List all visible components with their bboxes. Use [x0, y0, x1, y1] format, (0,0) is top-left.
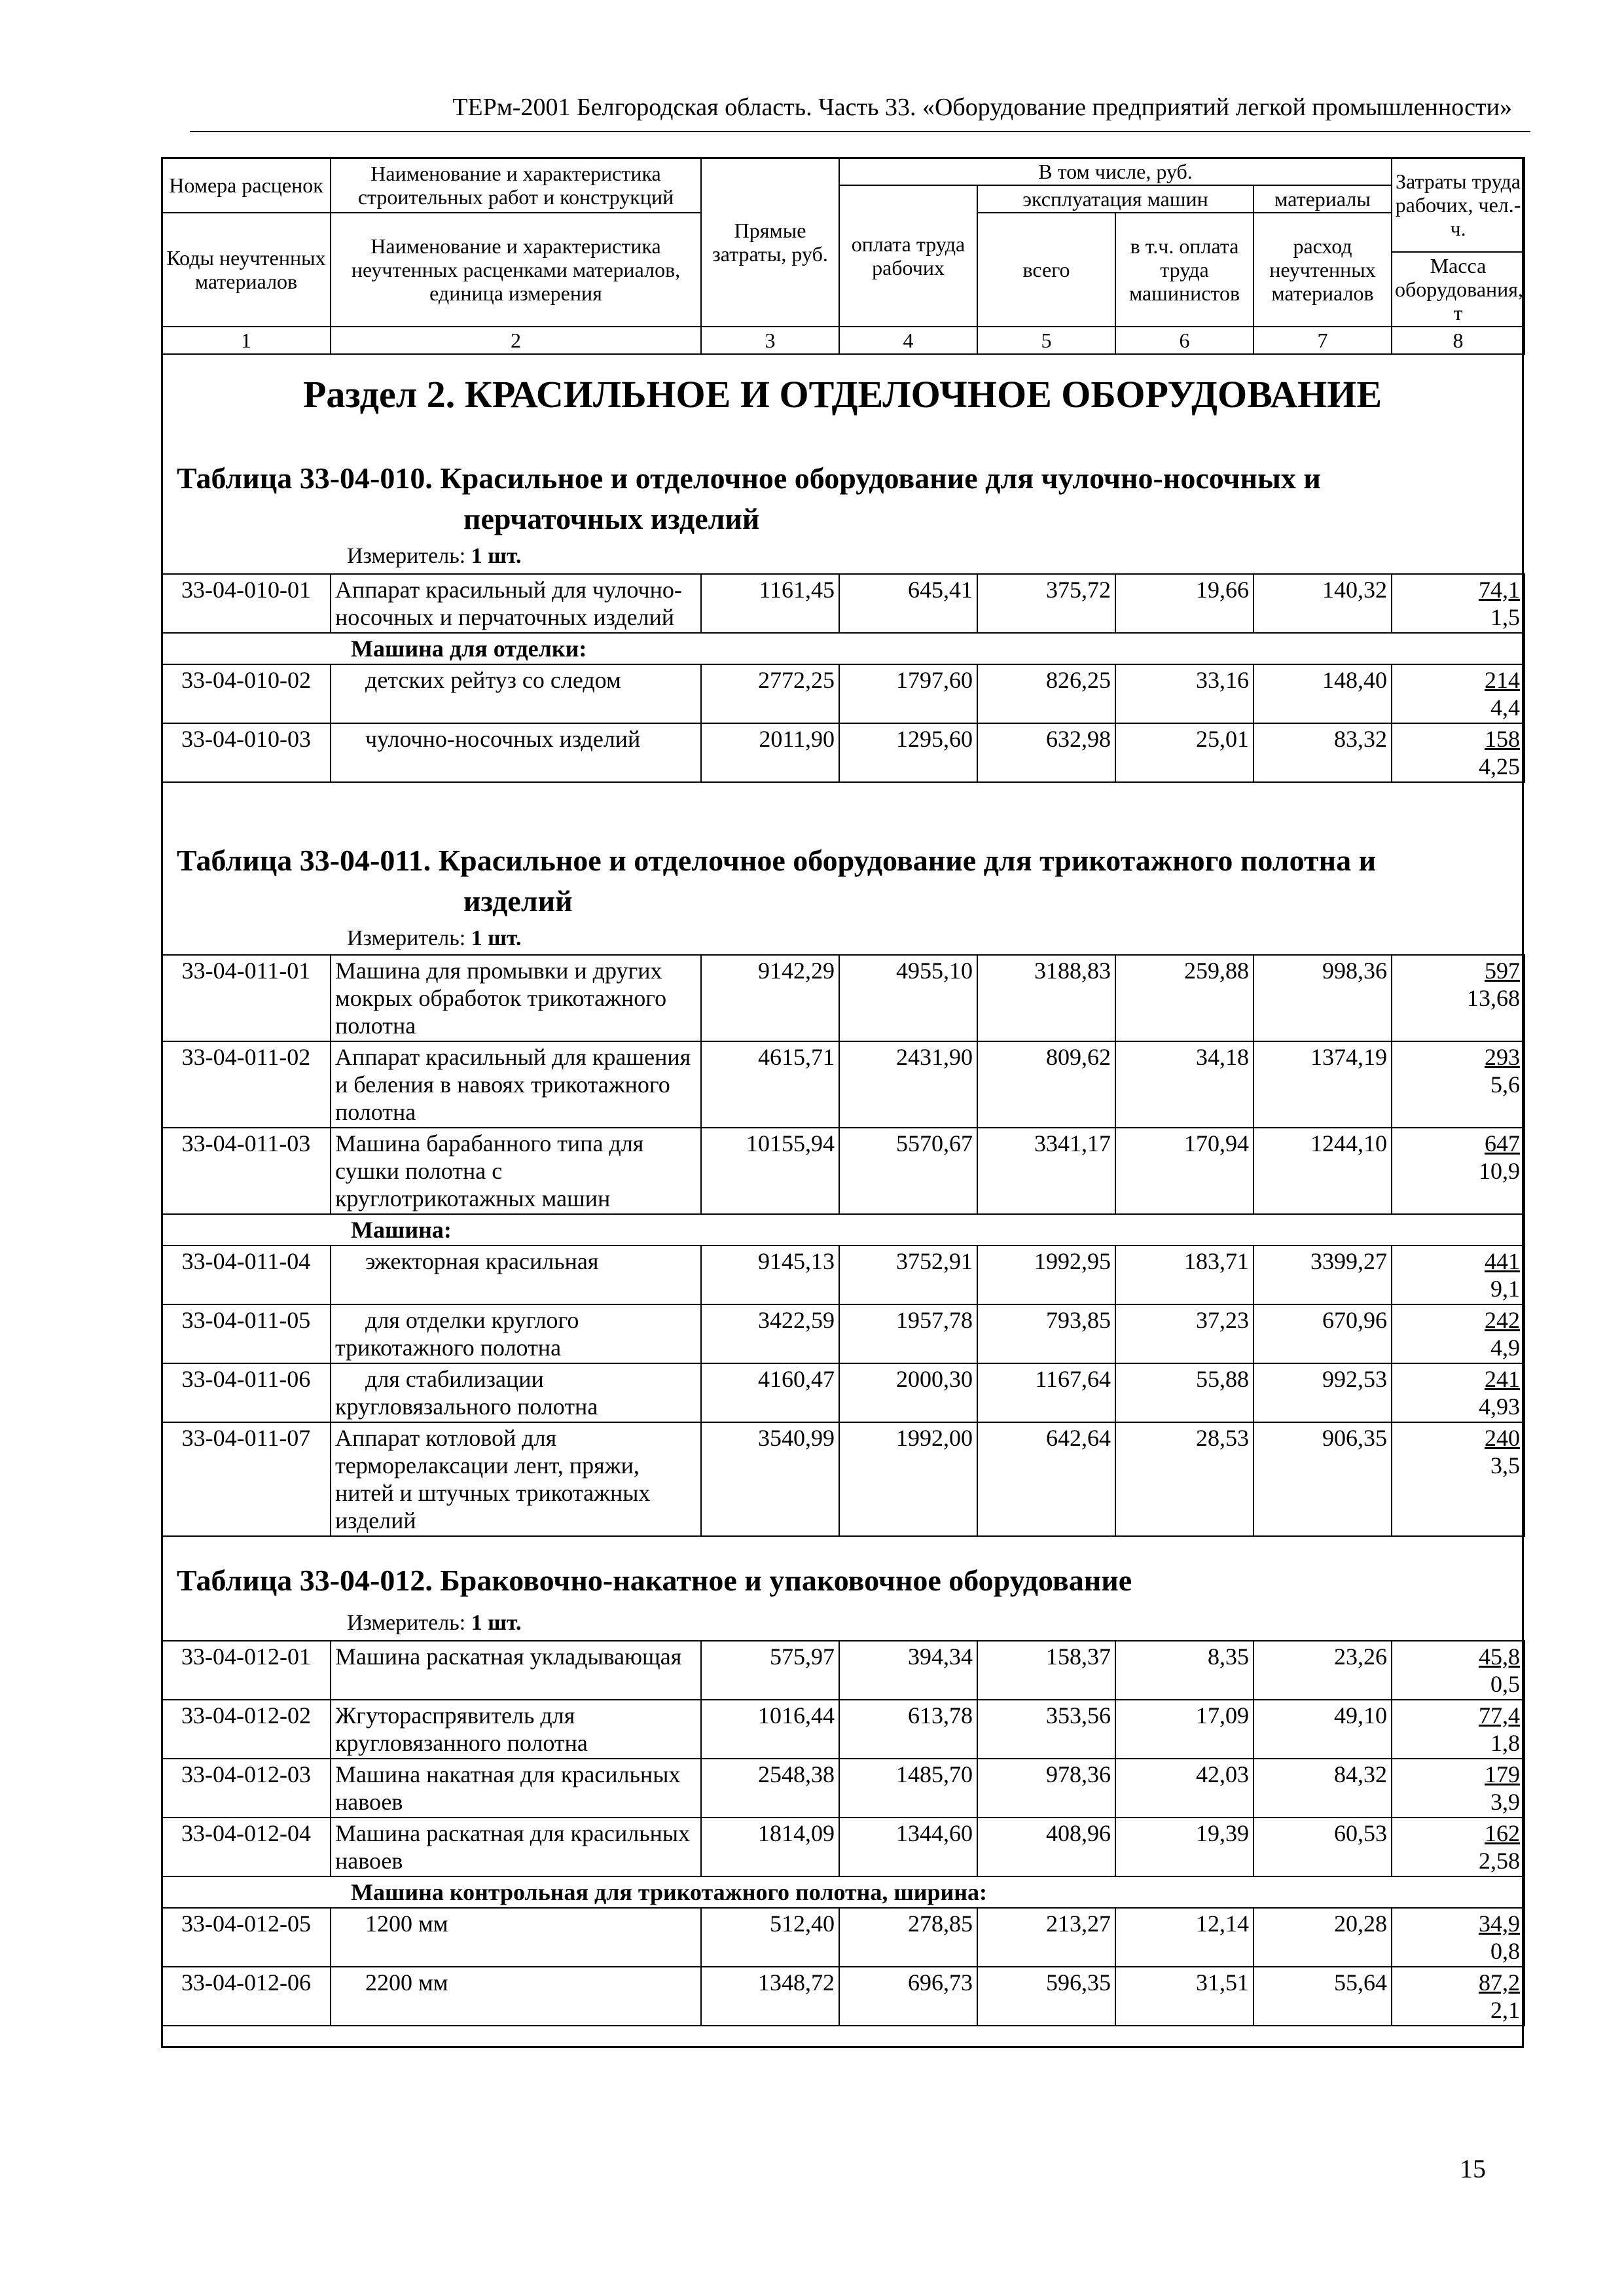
labor-hours: 597 [1485, 958, 1520, 984]
labor-hours: 647 [1485, 1130, 1520, 1157]
machinist-pay: 33,16 [1115, 664, 1254, 723]
materials-cost: 998,36 [1254, 955, 1392, 1041]
equipment-mass: 13,68 [1467, 985, 1520, 1011]
section-title: Раздел 2. КРАСИЛЬНОЕ И ОТДЕЛОЧНОЕ ОБОРУДОВАНИЕ [302, 373, 1382, 416]
worker-pay: 394,34 [839, 1641, 977, 1700]
meter-1 [347, 543, 522, 569]
labor-hours: 441 [1485, 1248, 1520, 1274]
equipment-mass: 1,8 [1490, 1730, 1520, 1756]
rate-code: 33-04-012-01 [162, 1641, 331, 1700]
equipment-mass: 9,1 [1490, 1276, 1520, 1302]
equipment-mass: 0,5 [1490, 1671, 1520, 1697]
labor-hours: 293 [1485, 1044, 1520, 1070]
equipment-mass: 4,4 [1490, 694, 1520, 721]
rate-name [331, 1246, 701, 1304]
header-worker-pay: оплата труда рабочих [839, 185, 977, 327]
rate-row [162, 1422, 1525, 1536]
worker-pay: 645,41 [839, 574, 977, 633]
direct-costs: 2011,90 [701, 723, 839, 782]
equipment-mass: 5,6 [1490, 1071, 1520, 1098]
worker-pay: 1992,00 [839, 1422, 977, 1536]
labor-and-mass [1392, 1304, 1525, 1363]
machine-total: 375,72 [977, 574, 1115, 633]
rate-code: 33-04-011-04 [162, 1246, 331, 1304]
machinist-pay: 31,51 [1115, 1967, 1254, 2026]
materials-cost: 1374,19 [1254, 1041, 1392, 1128]
meter-value: 1 шт. [471, 1611, 522, 1635]
materials-cost: 140,32 [1254, 574, 1392, 633]
rate-name-text: Аппарат красильный для крашения и беления в навоях трикотажного полотна [335, 1044, 691, 1125]
rate-name-text: Машина раскатная укладывающая [335, 1643, 682, 1670]
group-row [162, 1214, 1525, 1246]
rate-name [331, 1304, 701, 1363]
direct-costs: 3422,59 [701, 1304, 839, 1363]
header-codes: Коды неучтенных материалов [162, 213, 331, 327]
meter-3 [347, 1610, 522, 1636]
machinist-pay: 8,35 [1115, 1641, 1254, 1700]
machine-total: 596,35 [977, 1967, 1115, 2026]
machine-total: 978,36 [977, 1759, 1115, 1818]
rate-code: 33-04-010-01 [162, 574, 331, 633]
rate-row [162, 955, 1525, 1041]
rate-row [162, 1818, 1525, 1876]
labor-hours: 158 [1485, 726, 1520, 752]
table-title-1 [177, 458, 1512, 539]
materials-cost: 20,28 [1254, 1908, 1392, 1967]
rate-code: 33-04-010-02 [162, 664, 331, 723]
equipment-mass: 4,9 [1490, 1335, 1520, 1361]
worker-pay: 1344,60 [839, 1818, 977, 1876]
labor-and-mass [1392, 1967, 1525, 2026]
labor-and-mass [1392, 955, 1525, 1041]
machine-total: 353,56 [977, 1700, 1115, 1759]
table-title-3-line1: Таблица 33-04-012. Браковочно-накатное и упаковочное оборудование [177, 1564, 1132, 1597]
rate-code: 33-04-011-07 [162, 1422, 331, 1536]
worker-pay: 1485,70 [839, 1759, 977, 1818]
labor-hours: 240 [1485, 1425, 1520, 1451]
rate-row [162, 1967, 1525, 2026]
col-num-1: 1 [162, 327, 331, 354]
machine-total: 809,62 [977, 1041, 1115, 1128]
rate-code: 33-04-011-05 [162, 1304, 331, 1363]
rate-name-text: Машина барабанного типа для сушки полотна с круглотрикотажных машин [335, 1130, 644, 1211]
rates-table-2 [161, 954, 1525, 1537]
worker-pay: 2000,30 [839, 1363, 977, 1422]
machine-total: 1167,64 [977, 1363, 1115, 1422]
machinist-pay: 259,88 [1115, 955, 1254, 1041]
table-title-2-line2: изделий [463, 884, 573, 918]
direct-costs: 575,97 [701, 1641, 839, 1700]
rate-row [162, 1041, 1525, 1128]
rates-table-1 [161, 573, 1525, 783]
direct-costs: 3540,99 [701, 1422, 839, 1536]
group-label: Машина контрольная для трикотажного полотна, ширина: [162, 1876, 1525, 1908]
machinist-pay: 19,66 [1115, 574, 1254, 633]
labor-hours: 179 [1485, 1761, 1520, 1787]
col-num-4: 4 [839, 327, 977, 354]
direct-costs: 2772,25 [701, 664, 839, 723]
machinist-pay: 17,09 [1115, 1700, 1254, 1759]
labor-and-mass [1392, 1908, 1525, 1967]
rate-name [331, 1363, 701, 1422]
labor-and-mass [1392, 1700, 1525, 1759]
col-num-5: 5 [977, 327, 1115, 354]
rate-name-text: 1200 мм [365, 1910, 448, 1937]
rate-code: 33-04-012-04 [162, 1818, 331, 1876]
header-material-consumption: расход неучтенных материалов [1254, 213, 1392, 327]
direct-costs: 2548,38 [701, 1759, 839, 1818]
materials-cost: 83,32 [1254, 723, 1392, 782]
direct-costs: 9145,13 [701, 1246, 839, 1304]
rate-name [331, 723, 701, 782]
rate-name-text: детских рейтуз со следом [365, 667, 621, 693]
machinist-pay: 183,71 [1115, 1246, 1254, 1304]
table-title-1-line2: перчаточных изделий [463, 502, 760, 535]
worker-pay: 1957,78 [839, 1304, 977, 1363]
labor-hours: 45,8 [1479, 1643, 1520, 1670]
header-rule [190, 131, 1530, 132]
machine-total: 408,96 [977, 1818, 1115, 1876]
rate-code: 33-04-011-01 [162, 955, 331, 1041]
worker-pay: 278,85 [839, 1908, 977, 1967]
rate-row [162, 1641, 1525, 1700]
meter-label: Измеритель: [347, 1611, 466, 1635]
col-num-7: 7 [1254, 327, 1392, 354]
materials-cost: 60,53 [1254, 1818, 1392, 1876]
equipment-mass: 1,5 [1490, 604, 1520, 630]
labor-hours: 77,4 [1479, 1702, 1520, 1729]
machinist-pay: 34,18 [1115, 1041, 1254, 1128]
rate-code: 33-04-012-05 [162, 1908, 331, 1967]
machine-total: 213,27 [977, 1908, 1115, 1967]
col-num-3: 3 [701, 327, 839, 354]
rate-row [162, 1908, 1525, 1967]
materials-cost: 906,35 [1254, 1422, 1392, 1536]
labor-and-mass [1392, 1818, 1525, 1876]
rate-row [162, 1759, 1525, 1818]
machine-total: 632,98 [977, 723, 1115, 782]
rate-name-text: Аппарат котловой для терморелаксации лент, пряжи, нитей и штучных трикотажных изделий [335, 1425, 651, 1534]
machinist-pay: 37,23 [1115, 1304, 1254, 1363]
rate-row [162, 1363, 1525, 1422]
machinist-pay: 28,53 [1115, 1422, 1254, 1536]
rate-name [331, 1759, 701, 1818]
materials-cost: 1244,10 [1254, 1128, 1392, 1214]
column-header-table [161, 157, 1525, 355]
direct-costs: 1348,72 [701, 1967, 839, 2026]
rate-name-text: Машина для промывки и других мокрых обработок трикотажного полотна [335, 958, 667, 1039]
labor-and-mass [1392, 1641, 1525, 1700]
machinist-pay: 25,01 [1115, 723, 1254, 782]
rate-name [331, 1128, 701, 1214]
table-title-1-line1: Таблица 33-04-010. Красильное и отделочное оборудование для чулочно-носочных и [177, 461, 1321, 495]
rate-name [331, 1041, 701, 1128]
materials-cost: 670,96 [1254, 1304, 1392, 1363]
header-machinist-pay: в т.ч. оплата труда машинистов [1115, 213, 1254, 327]
labor-hours: 162 [1485, 1820, 1520, 1846]
rate-code: 33-04-011-02 [162, 1041, 331, 1128]
rate-row [162, 1246, 1525, 1304]
machine-total: 3341,17 [977, 1128, 1115, 1214]
direct-costs: 4160,47 [701, 1363, 839, 1422]
rate-name-text: для стабилизации кругловязального полотна [335, 1366, 598, 1420]
labor-hours: 241 [1485, 1366, 1520, 1392]
rate-name-text: для отделки круглого трикотажного полотна [335, 1307, 579, 1361]
rate-name-text: чулочно-носочных изделий [365, 726, 641, 752]
direct-costs: 10155,94 [701, 1128, 839, 1214]
header-rates: Номера расценок [162, 158, 331, 213]
rate-row [162, 723, 1525, 782]
header-equipment-mass: Масса оборудования, т [1392, 252, 1525, 327]
machinist-pay: 12,14 [1115, 1908, 1254, 1967]
rate-name [331, 955, 701, 1041]
rate-name [331, 1818, 701, 1876]
rate-name [331, 574, 701, 633]
labor-and-mass [1392, 664, 1525, 723]
machine-total: 642,64 [977, 1422, 1115, 1536]
rate-row [162, 1128, 1525, 1214]
worker-pay: 2431,90 [839, 1041, 977, 1128]
labor-hours: 214 [1485, 667, 1520, 693]
materials-cost: 148,40 [1254, 664, 1392, 723]
equipment-mass: 0,8 [1490, 1938, 1520, 1964]
header-including: В том числе, руб. [839, 158, 1392, 185]
table-title-3 [177, 1560, 1512, 1601]
table-title-2-line1: Таблица 33-04-011. Красильное и отделочное оборудование для трикотажного полотна и [177, 844, 1377, 877]
worker-pay: 4955,10 [839, 955, 977, 1041]
rate-row [162, 574, 1525, 633]
meter-value: 1 шт. [471, 926, 522, 950]
machine-total: 158,37 [977, 1641, 1115, 1700]
header-labor-costs: Затраты труда рабочих, чел.-ч. [1392, 158, 1525, 252]
direct-costs: 1814,09 [701, 1818, 839, 1876]
materials-cost: 49,10 [1254, 1700, 1392, 1759]
rate-name-text: 2200 мм [365, 1969, 448, 1996]
labor-hours: 242 [1485, 1307, 1520, 1333]
meter-2 [347, 925, 522, 952]
labor-hours: 74,1 [1479, 577, 1520, 603]
group-label: Машина: [162, 1214, 1525, 1246]
labor-and-mass [1392, 1422, 1525, 1536]
rate-row [162, 1304, 1525, 1363]
rate-code: 33-04-012-02 [162, 1700, 331, 1759]
direct-costs: 9142,29 [701, 955, 839, 1041]
labor-hours: 34,9 [1479, 1910, 1520, 1937]
machinist-pay: 42,03 [1115, 1759, 1254, 1818]
materials-cost: 55,64 [1254, 1967, 1392, 2026]
rate-name-text: Машина накатная для красильных навоев [335, 1761, 681, 1815]
header-machine-operation: эксплуатация машин [977, 185, 1254, 213]
direct-costs: 4615,71 [701, 1041, 839, 1128]
equipment-mass: 2,1 [1490, 1997, 1520, 2023]
labor-and-mass [1392, 1128, 1525, 1214]
labor-and-mass [1392, 1041, 1525, 1128]
group-label: Машина для отделки: [162, 633, 1525, 664]
direct-costs: 512,40 [701, 1908, 839, 1967]
rate-name [331, 1908, 701, 1967]
col-num-6: 6 [1115, 327, 1254, 354]
rate-code: 33-04-010-03 [162, 723, 331, 782]
group-row [162, 633, 1525, 664]
col-num-8: 8 [1392, 327, 1525, 354]
rate-name [331, 1641, 701, 1700]
labor-and-mass [1392, 1363, 1525, 1422]
header-materials-names: Наименование и характеристика неучтенных расценками материалов, единица измерения [331, 213, 701, 327]
rates-table-3 [161, 1640, 1525, 2026]
worker-pay: 696,73 [839, 1967, 977, 2026]
equipment-mass: 3,9 [1490, 1789, 1520, 1815]
rate-name-text: Аппарат красильный для чулочно-носочных и перчаточных изделий [335, 577, 682, 630]
equipment-mass: 4,93 [1479, 1393, 1520, 1420]
group-row [162, 1876, 1525, 1908]
header-total: всего [977, 213, 1115, 327]
meter-label: Измеритель: [347, 544, 466, 568]
rate-name [331, 1967, 701, 2026]
rate-code: 33-04-012-06 [162, 1967, 331, 2026]
equipment-mass: 4,25 [1479, 753, 1520, 780]
labor-hours: 87,2 [1479, 1969, 1520, 1996]
header-works: Наименование и характеристика строительных работ и конструкций [331, 158, 701, 213]
equipment-mass: 3,5 [1490, 1452, 1520, 1479]
col-num-2: 2 [331, 327, 701, 354]
rate-code: 33-04-011-03 [162, 1128, 331, 1214]
labor-and-mass [1392, 1759, 1525, 1818]
worker-pay: 613,78 [839, 1700, 977, 1759]
machinist-pay: 19,39 [1115, 1818, 1254, 1876]
machine-total: 793,85 [977, 1304, 1115, 1363]
machinist-pay: 55,88 [1115, 1363, 1254, 1422]
labor-and-mass [1392, 723, 1525, 782]
rate-name [331, 1422, 701, 1536]
worker-pay: 1797,60 [839, 664, 977, 723]
machinist-pay: 170,94 [1115, 1128, 1254, 1214]
machine-total: 1992,95 [977, 1246, 1115, 1304]
direct-costs: 1016,44 [701, 1700, 839, 1759]
rate-row [162, 1700, 1525, 1759]
materials-cost: 992,53 [1254, 1363, 1392, 1422]
equipment-mass: 2,58 [1479, 1848, 1520, 1874]
meter-label: Измеритель: [347, 926, 466, 950]
rate-name-text: Жгутораспрявитель для кругловязанного полотна [335, 1702, 588, 1756]
rate-name [331, 664, 701, 723]
materials-cost: 23,26 [1254, 1641, 1392, 1700]
materials-cost: 3399,27 [1254, 1246, 1392, 1304]
worker-pay: 1295,60 [839, 723, 977, 782]
rate-code: 33-04-011-06 [162, 1363, 331, 1422]
machine-total: 3188,83 [977, 955, 1115, 1041]
rate-name [331, 1700, 701, 1759]
materials-cost: 84,32 [1254, 1759, 1392, 1818]
rate-row [162, 664, 1525, 723]
table-title-2 [177, 840, 1512, 922]
equipment-mass: 10,9 [1479, 1158, 1520, 1184]
labor-and-mass [1392, 574, 1525, 633]
meter-value: 1 шт. [471, 544, 522, 568]
rate-name-text: эжекторная красильная [365, 1248, 599, 1274]
worker-pay: 5570,67 [839, 1128, 977, 1214]
page-number: 15 [1460, 2154, 1486, 2183]
machine-total: 826,25 [977, 664, 1115, 723]
header-materials: материалы [1254, 185, 1392, 213]
worker-pay: 3752,91 [839, 1246, 977, 1304]
rate-code: 33-04-012-03 [162, 1759, 331, 1818]
labor-and-mass [1392, 1246, 1525, 1304]
rate-name-text: Машина раскатная для красильных навоев [335, 1820, 691, 1874]
direct-costs: 1161,45 [701, 574, 839, 633]
running-header: ТЕРм-2001 Белгородская область. Часть 33. «Оборудование предприятий легкой промышленности» [452, 94, 1512, 121]
header-direct-costs: Прямые затраты, руб. [701, 158, 839, 327]
